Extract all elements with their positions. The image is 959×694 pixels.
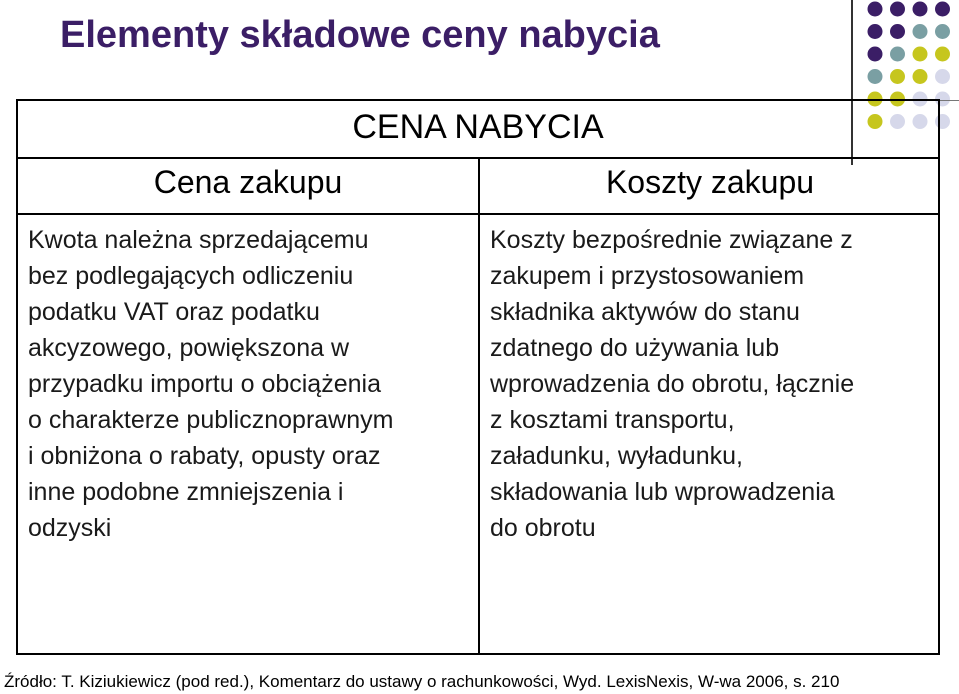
decorative-dot [935, 24, 950, 39]
decorative-dot [890, 69, 905, 84]
decorative-dot [913, 69, 928, 84]
column-divider [478, 157, 480, 655]
decorative-dot [890, 2, 905, 17]
decorative-dot [868, 2, 883, 17]
decorative-dot [868, 47, 883, 62]
decorative-dot [935, 2, 950, 17]
slide-title: Elementy składowe ceny nabycia [60, 14, 660, 56]
decorative-dot [935, 47, 950, 62]
decorative-dot [868, 69, 883, 84]
column-body-cena-zakupu: Kwota należna sprzedającemu bez podlegających odliczeniu podatku VAT oraz podatku akcyzowego, powiększona w przypadku importu o obciążenia o charakterze publicznoprawnym i obniżona o rabaty, opusty oraz inne podobne zmniejszenia i odzyski [28, 226, 394, 542]
decorative-dot [935, 69, 950, 84]
column-body-koszty-zakupu: Koszty bezpośrednie związane z zakupem i przystosowaniem składnika aktywów do stanu zdatnego do używania lub wprowadzenia do obrotu, łącznie z kosztami transportu, załadunku, wyładunku, składowania lub wprowadzenia do obrotu [490, 226, 855, 542]
decorative-dot [913, 47, 928, 62]
decorative-dot [890, 24, 905, 39]
source-citation: Źródło: T. Kiziukiewicz (pod red.), Komentarz do ustawy o rachunkowości, Wyd. LexisNexis, W-wa 2006, s. 210 [4, 672, 840, 691]
column-header-cena-zakupu: Cena zakupu [153, 164, 343, 200]
table-heading: CENA NABYCIA [352, 108, 604, 146]
column-header-koszty-zakupu: Koszty zakupu [605, 164, 815, 200]
decorative-dot [868, 24, 883, 39]
decorative-dot [890, 47, 905, 62]
decorative-dot [913, 24, 928, 39]
decorative-dot [913, 2, 928, 17]
